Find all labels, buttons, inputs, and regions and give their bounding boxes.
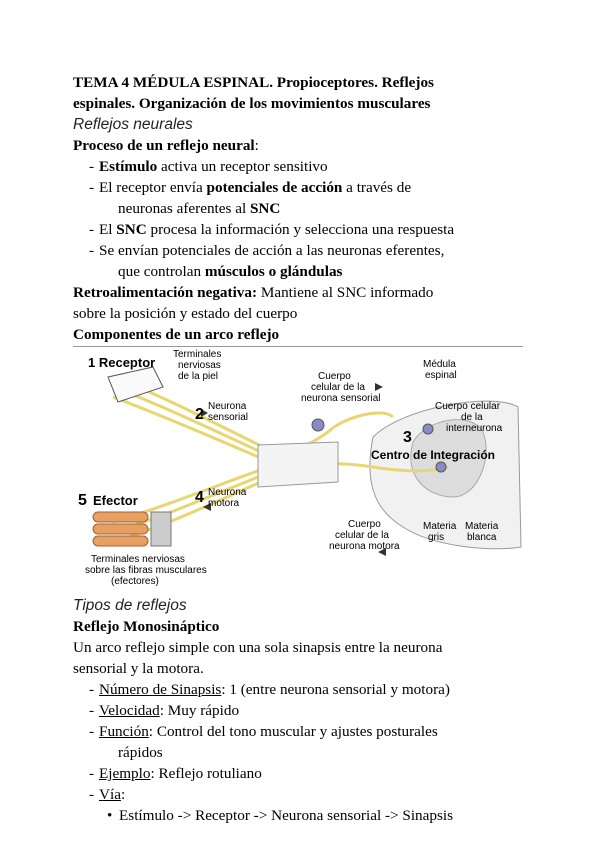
list-dash: - [89,723,95,740]
num-4: 4 [195,489,204,506]
mono-item-label: Número de Sinapsis [99,681,222,698]
mono-desc-2: sensorial y la motora. [73,660,204,677]
proceso-item-pre: que controlan [118,263,205,280]
proceso-item [73,156,533,177]
mono-item-text: : [120,786,126,803]
cuerpo-sensorial-0: Cuerpo [318,371,351,382]
centro-integracion-label: Centro de Integración [371,448,496,462]
proceso-item [73,219,533,240]
proceso-item-pre: El receptor envía [99,179,207,196]
neurona-sensorial-1: sensorial [208,412,249,423]
mono-item [73,721,533,742]
mono-item [73,700,533,721]
cuerpo-motora-2: neurona motora [329,541,400,552]
mono-item-cont: rápidos [118,744,163,761]
cuerpo-inter-2: interneurona [446,423,503,434]
mono-item-text: : 1 (entre neurona sensorial y motora) [221,681,450,698]
proceso-item [73,198,533,219]
proceso-item-pre: Se envían potenciales de acción a las neuronas eferentes, [99,242,445,259]
terminales-fibras-0: Terminales nerviosas [91,554,185,565]
mono-item-label: Función [99,723,149,740]
reflex-arc-diagram [73,347,523,593]
list-dash: - [89,765,95,782]
terminales-piel-1: nerviosas [178,360,221,371]
terminales-fibras-2: (efectores) [111,576,159,587]
list-dash: - [89,242,95,259]
proceso-item [73,177,533,198]
title-line-1: TEMA 4 MÉDULA ESPINAL. Propioceptores. Reflejos [73,74,434,91]
mono-item [73,742,533,763]
proceso-item-post: procesa la información y selecciona una respuesta [146,221,455,238]
terminales-piel-0: Terminales [173,349,222,360]
medula-1: espinal [425,370,457,381]
section-heading-reflejos-neurales: Reflejos neurales [73,116,193,133]
interneuron-cell-body [423,424,433,434]
proceso-heading: Proceso de un reflejo neural: [73,137,259,154]
neurona-sensorial-0: Neurona [208,401,247,412]
proceso-item-pre: neuronas aferentes al [118,200,250,217]
num-2: 2 [195,406,204,423]
muscle-fibers [93,512,171,546]
via-bullet-item: • Estímulo -> Receptor -> Neurona sensorial -> Sinapsis [107,807,454,824]
mono-item-label: Velocidad [99,702,160,719]
list-dash: - [89,158,95,175]
mono-item-label: Vía [99,786,121,803]
proceso-item-bold: músculos o glándulas [204,263,343,280]
receptor-label: 1 Receptor [88,355,156,370]
sensory-cell-body [312,419,324,431]
proceso-item [73,261,533,282]
cuerpo-motora-1: celular de la [335,530,389,541]
cuerpo-sensorial-2: neurona sensorial [301,393,381,404]
mono-item [73,784,533,805]
mono-item [73,763,533,784]
cuerpo-motora-0: Cuerpo [348,519,381,530]
materia-blanca-1: blanca [467,532,497,543]
mono-item-text: : Muy rápido [159,702,240,719]
materia-gris-0: Materia [423,521,457,532]
neurona-motora-0: Neurona [208,487,247,498]
proceso-item [73,240,533,261]
mono-item [73,679,533,700]
materia-blanca-0: Materia [465,521,499,532]
mono-item-label: Ejemplo [99,765,151,782]
mono-heading: Reflejo Monosináptico [73,618,220,635]
reflex-arc-figure [73,346,523,593]
section-heading-tipos: Tipos de reflejos [73,597,187,614]
neurona-motora-1: motora [208,498,240,509]
cuerpo-inter-0: Cuerpo celular [435,401,501,412]
feedback-line-2: sobre la posición y estado del cuerpo [73,305,298,322]
proceso-item-pre: El [99,221,117,238]
list-dash: - [89,681,95,698]
title-line-2: espinales. Organización de los movimientos musculares [73,95,431,112]
proceso-item-post: a través de [342,179,412,196]
feedback-line-1: Retroalimentación negativa: Mantiene al SNC informado [73,284,434,301]
componentes-heading: Componentes de un arco reflejo [73,326,280,343]
proceso-item-bold: potenciales de acción [206,179,343,196]
num-5: 5 [78,492,87,509]
motor-cell-body [436,462,446,472]
cuerpo-inter-1: de la [461,412,483,423]
nerve-bundle [258,442,338,487]
proceso-item-bold: SNC [249,200,281,217]
list-dash: - [89,179,95,196]
proceso-item-post: activa un receptor sensitivo [157,158,328,175]
mono-item-text: : Control del tono muscular y ajustes posturales [148,723,438,740]
medula-0: Médula [423,359,456,370]
document-page [73,72,533,826]
mono-list [73,679,533,805]
efector-label: Efector [93,493,138,508]
terminales-piel-2: de la piel [178,371,219,382]
list-dash: - [89,702,95,719]
proceso-list [73,156,533,282]
proceso-item-bold: SNC [116,221,147,238]
mono-item-text: : Reflejo rotuliano [150,765,262,782]
materia-gris-1: gris [428,532,445,543]
list-dash: - [89,786,95,803]
cuerpo-sensorial-1: celular de la [311,382,365,393]
proceso-item-bold: Estímulo [99,158,158,175]
list-dash: - [89,221,95,238]
mono-desc-1: Un arco reflejo simple con una sola sinapsis entre la neurona [73,639,443,656]
terminales-fibras-1: sobre las fibras musculares [85,565,207,576]
num-3: 3 [403,429,412,446]
